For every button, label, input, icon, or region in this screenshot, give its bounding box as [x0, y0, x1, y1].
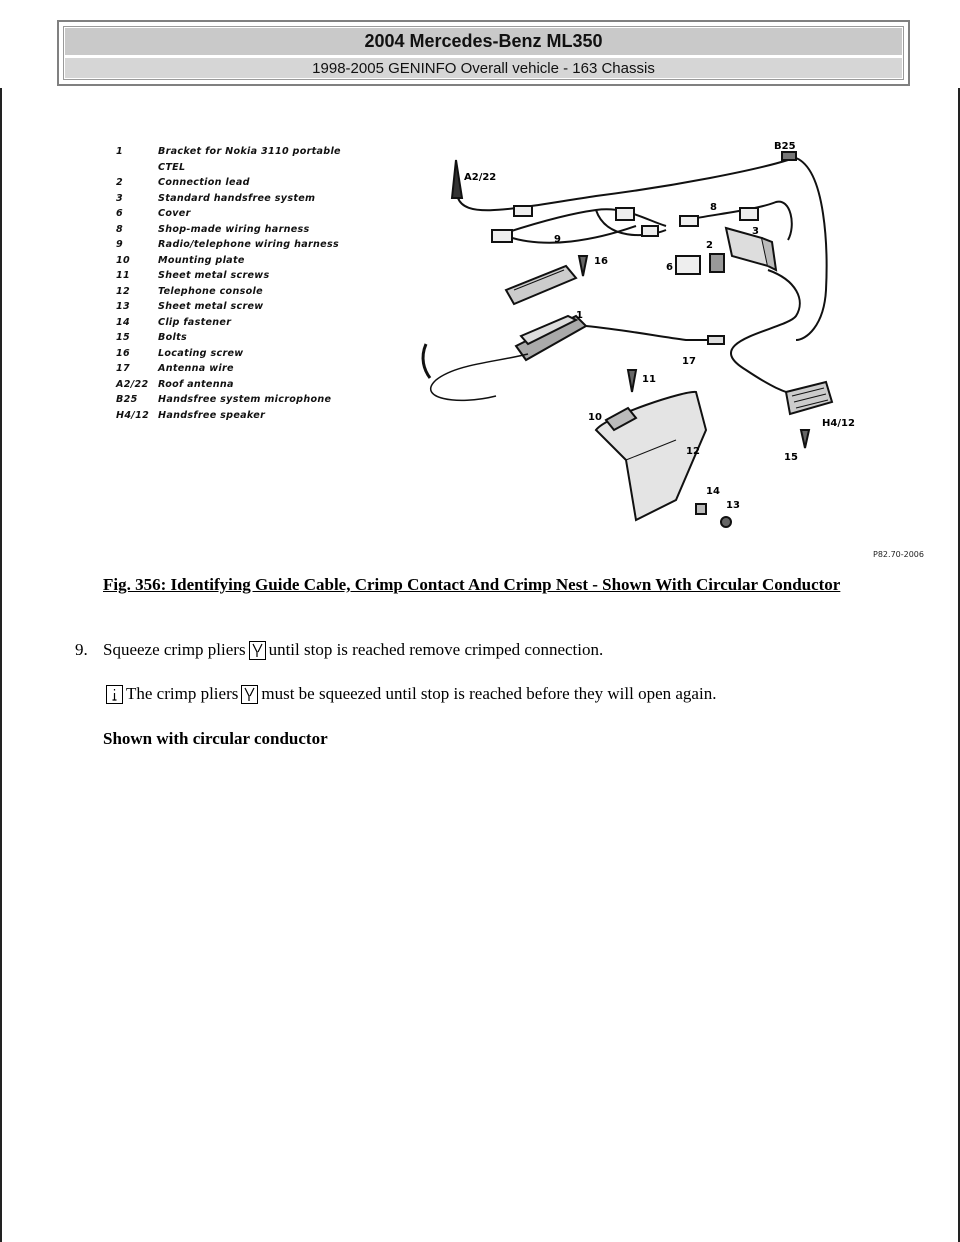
section-heading-circular-conductor: Shown with circular conductor — [103, 729, 328, 748]
legend-row — [116, 253, 346, 269]
callout-9: 9 — [554, 234, 561, 245]
legend-row — [116, 284, 346, 300]
callout-3: 3 — [752, 226, 759, 237]
legend-number: 10 — [116, 254, 130, 266]
step-number: 9. — [75, 640, 88, 659]
figure-legend — [116, 144, 346, 423]
callout-14: 14 — [706, 486, 720, 497]
legend-text: Locating screw — [158, 347, 244, 359]
note — [103, 684, 716, 704]
legend-text: Mounting plate — [158, 254, 245, 266]
legend-row — [116, 237, 346, 253]
callout-17: 17 — [682, 356, 696, 367]
info-icon — [106, 685, 123, 704]
legend-row — [116, 268, 346, 284]
legend-number: 16 — [116, 347, 130, 359]
legend-row — [116, 346, 346, 362]
legend-number: 3 — [116, 192, 123, 204]
legend-row — [116, 299, 346, 315]
header-inner — [63, 26, 904, 80]
legend-row — [116, 175, 346, 191]
header-title-row — [65, 28, 902, 57]
legend-number: 2 — [116, 177, 123, 188]
legend-number: 14 — [116, 316, 130, 328]
legend-text: Antenna wire — [158, 363, 234, 374]
legend-row — [116, 222, 346, 238]
callout-12: 12 — [686, 446, 700, 457]
crimp-pliers-icon — [241, 685, 258, 704]
legend-number: 1 — [116, 146, 123, 157]
figure-caption[interactable]: Fig. 356: Identifying Guide Cable, Crimp Contact And Crimp Nest - Shown With Circular Conductor — [103, 575, 841, 594]
legend-row — [116, 191, 346, 207]
telephone-system-diagram — [396, 130, 930, 570]
legend-text: Bolts — [158, 332, 187, 343]
document-title: 2004 Mercedes-Benz ML350 — [364, 31, 603, 51]
legend-text: Sheet metal screws — [158, 270, 270, 281]
step-text-after: until stop is reached remove crimped connection. — [268, 640, 604, 659]
callout-10: 10 — [588, 412, 602, 423]
document-header — [57, 20, 910, 86]
legend-text: Bracket for Nokia 3110 portable CTEL — [158, 146, 341, 173]
legend-number: A2/22 — [116, 378, 149, 390]
legend-row — [116, 408, 346, 424]
callout-2: 2 — [706, 240, 713, 251]
legend-number: B25 — [116, 394, 138, 405]
legend-number: 13 — [116, 301, 130, 312]
legend-number: 6 — [116, 208, 123, 219]
legend-text: Roof antenna — [158, 378, 234, 390]
legend-row — [116, 392, 346, 408]
note-text-after: must be squeezed until stop is reached before they will open again. — [261, 684, 717, 703]
legend-number: 17 — [116, 363, 130, 374]
callout-13: 13 — [726, 500, 740, 511]
note-text-before: The crimp pliers — [126, 684, 239, 703]
crimp-pliers-icon — [249, 641, 266, 660]
page-frame-left — [0, 88, 2, 1242]
legend-number: 9 — [116, 239, 123, 250]
header-subtitle-row — [65, 58, 902, 78]
figure-356 — [100, 130, 930, 570]
legend-row — [116, 315, 346, 331]
legend-number: 11 — [116, 270, 130, 281]
callout-8: 8 — [710, 202, 717, 213]
legend-number: 8 — [116, 223, 123, 235]
legend-text: Sheet metal screw — [158, 301, 264, 312]
callout-15: 15 — [784, 452, 798, 463]
legend-text: Radio/telephone wiring harness — [158, 239, 339, 250]
legend-text: Cover — [158, 208, 191, 219]
legend-row — [116, 361, 346, 377]
legend-row — [116, 206, 346, 222]
callout-a2-22: A2/22 — [464, 172, 497, 183]
step-text-before: Squeeze crimp pliers — [103, 640, 246, 659]
callout-h4-12: H4/12 — [822, 418, 855, 429]
figure-code: P82.70-2006 — [873, 550, 924, 559]
legend-number: H4/12 — [116, 409, 150, 421]
legend-number: 12 — [116, 285, 130, 297]
legend-row — [116, 377, 346, 393]
legend-number: 15 — [116, 332, 130, 343]
legend-row — [116, 330, 346, 346]
legend-text: Handsfree system microphone — [158, 394, 332, 405]
callout-11: 11 — [642, 374, 656, 385]
legend-text: Shop-made wiring harness — [158, 223, 310, 235]
legend-row — [116, 144, 346, 175]
document-subtitle: 1998-2005 GENINFO Overall vehicle - 163 Chassis — [312, 59, 655, 77]
callout-16: 16 — [594, 256, 608, 267]
legend-text: Handsfree speaker — [158, 409, 266, 421]
callout-b25: B25 — [774, 141, 796, 152]
legend-text: Clip fastener — [158, 316, 232, 328]
step-9 — [75, 640, 603, 660]
callout-6: 6 — [666, 262, 673, 273]
legend-text: Standard handsfree system — [158, 192, 316, 204]
legend-text: Connection lead — [158, 177, 250, 188]
callout-1: 1 — [576, 310, 583, 321]
legend-text: Telephone console — [158, 285, 263, 297]
